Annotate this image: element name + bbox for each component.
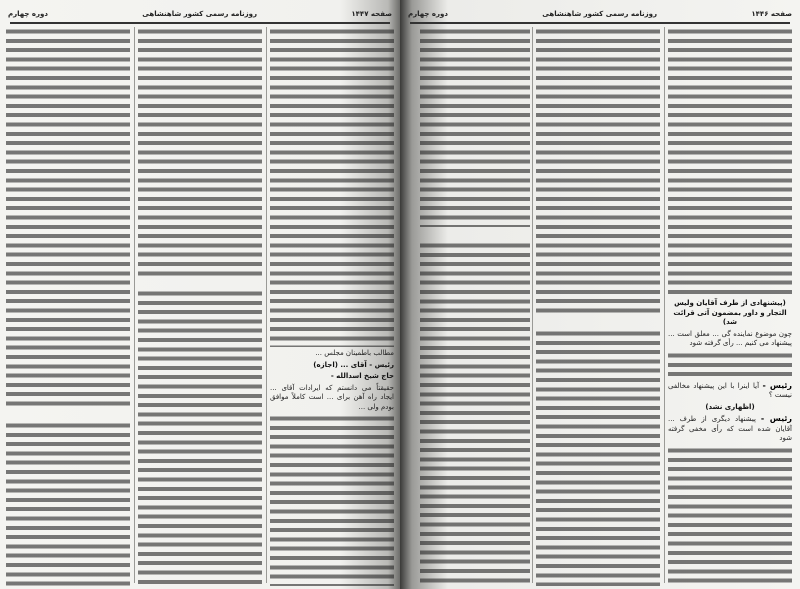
- text-block: [668, 27, 792, 297]
- column-2: [138, 27, 262, 586]
- column-divider: [134, 27, 135, 583]
- column-3: [420, 27, 530, 586]
- column-2: [536, 27, 660, 586]
- column-1: [270, 27, 394, 586]
- period-label: دوره چهارم: [8, 10, 48, 18]
- header-rule: [10, 22, 390, 24]
- gap: [138, 279, 262, 287]
- paragraph: حقیقتاً می دانستم که ایرادات آقای ... ایجاد راه آهن برای ... است کاملاً موافق بودم ولی ...: [270, 383, 394, 411]
- proposal-heading: (پیشنهادی از طرف آقایان ولیس التجار و داور بمضمون آتی قرائت شد): [673, 299, 787, 326]
- column-1: [668, 27, 792, 586]
- newspaper-title: روزنامه رسمی کشور شاهنشاهی: [142, 10, 258, 18]
- page-header: [8, 6, 392, 22]
- right-page: [400, 0, 800, 589]
- text-block: [138, 27, 262, 277]
- text-block: [536, 329, 660, 586]
- gap: [536, 319, 660, 327]
- text-block: [668, 351, 792, 379]
- paragraph: چون موضوع نماینده گی ... معلق است ... پیشنهاد می کنیم ... رأی گرفته شود: [668, 329, 792, 347]
- column-3: [6, 27, 130, 586]
- page-number: صفحه ۱۴۴۶: [751, 10, 792, 18]
- speaker-heading: رئیس - آقای ... (اجازه): [313, 360, 394, 369]
- text-block: [138, 289, 262, 586]
- speaker-line: [668, 414, 792, 444]
- header-rule: [410, 22, 790, 24]
- text-block: [270, 414, 394, 586]
- gap: [6, 409, 130, 419]
- column-divider: [532, 27, 533, 583]
- text-block: [420, 241, 530, 586]
- speaker-name: رئیس -: [760, 414, 792, 423]
- column-divider: [664, 27, 665, 583]
- speaker-heading: حاج شیخ اسدالله -: [330, 372, 394, 380]
- text-block: [668, 446, 792, 587]
- speaker-line: [668, 381, 792, 401]
- speaker-text: آیا اینرا با این پیشنهاد مخالفی نیست ؟: [668, 381, 792, 399]
- text-block: [6, 27, 130, 407]
- period-label: دوره چهارم: [408, 10, 448, 18]
- speaker-text: پیشنهاد دیگری از طرف ... آقایان شده است که رأی مخفی گرفته شود: [668, 415, 792, 442]
- text-block: [270, 27, 394, 347]
- page-number: صفحه ۱۴۴۷: [351, 10, 392, 18]
- text-block: [420, 27, 530, 227]
- text-block: [6, 421, 130, 586]
- text-block: [536, 27, 660, 317]
- column-divider: [266, 27, 267, 583]
- gap: [420, 229, 530, 239]
- no-comment-note: (اظهاری نشد): [705, 402, 755, 411]
- newspaper-title: روزنامه رسمی کشور شاهنشاهی: [542, 10, 658, 18]
- paragraph: مطالب باطمینان مجلس ...: [315, 349, 394, 357]
- speaker-name: رئیس -: [762, 380, 792, 390]
- page-header: [408, 6, 792, 22]
